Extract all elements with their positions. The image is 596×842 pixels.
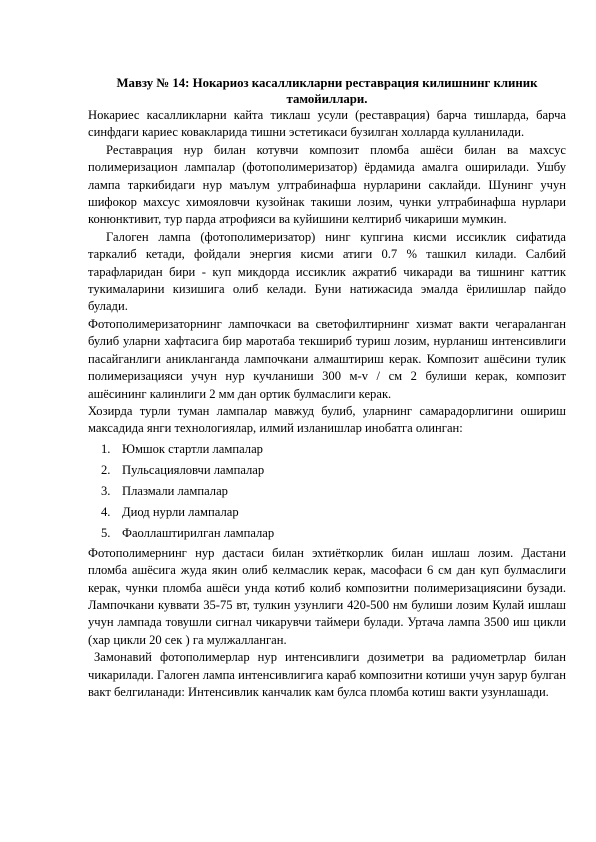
paragraph-modern-photopolymers: Замонавий фотополимерлар нур интенсивлиги дозиметри ва радиометрлар билан чикарилади. Галоген лампа интенсивлигига караб композитни котиши учун заруp булган вакт белгиланади: Интенсивлик канчалик кам булса пломба котиш вакти узунлашади. [88, 650, 566, 699]
list-item-number: 5. [101, 525, 111, 540]
list-item-number: 3. [101, 483, 111, 498]
list-item-text: Юмшок стартли лампалар [122, 441, 263, 456]
list-item-text: Плазмали лампалар [122, 483, 228, 498]
list-item-number: 2. [101, 462, 111, 477]
document-body [88, 107, 566, 701]
paragraph-intro: Нокариес касалликларни кайта тиклаш усули (реставрация) барча тишларда, барча синфдаги кариес ковакларида тишни эстетикаси бузилган холларда кулланилади. [88, 108, 566, 140]
lamp-types-list [88, 439, 566, 544]
list-item [88, 481, 566, 502]
list-item [88, 460, 566, 481]
paragraph-lamp-maintenance: Фотополимеризаторнинг лампочкаси ва светофилтирнинг хизмат вакти чегараланган булиб уларни хафтасига бир маротаба текшириб туриш лозим, нурланиш интенсивлиги пасайганлиги аникланганда лампочкани алмаштириш керак. Композит ашёсини тулик полимеризацияси учун нур кучланиши 300 м-v / см 2 булиши керак, композит ашёсининг калинлиги 2 мм дан ортик булмаслиги керак. [88, 316, 566, 401]
paragraph-restoration: Реставрация нур билан котувчи композит пломба ашёси билан ва махсус полимеризацион лампалар (фотополимеризатор) ёрдамида амалга оширилади. Ушбу лампа таркибидаги нур маълум ултрабинафша нурларини саклайди. Шунинг учун шифокор махсус химояловчи кузойнак такиши лозим, чунки ултрабинафша нурлари конюнктивит, тур парда атрофияси ва куйишини келтириб чикариши мумкин. [88, 142, 566, 227]
paragraph-halogen-lamp: Галоген лампа (фотополимеризатор) нинг купгина кисми иссиклик сифатида таркалиб кетади, фойдали энергия кисми атиги 0.7 % ташкил килади. Салбий тарафларидан бири - куп микдорда иссиклик ажратиб чикаради ва тишнинг каттик тукималарини кизишига олиб келади. Буни натижасида эмалда ёрилишлар пайдо булади. [88, 229, 566, 314]
list-item-text: Фаоллаштирилган лампалар [122, 525, 275, 540]
list-item-text: Диод нурли лампалар [122, 504, 239, 519]
list-item-number: 4. [101, 504, 111, 519]
list-item [88, 502, 566, 523]
list-item [88, 523, 566, 544]
paragraph-lamp-types-intro: Хозирда турли туман лампалар мавжуд булиб, уларнинг самарадорлигини ошириш максадида янги технологиялар, илмий изланишлар инобатга олинган: [88, 403, 566, 436]
list-item-text: Пульсацияловчи лампалар [122, 462, 265, 477]
list-item [88, 439, 566, 460]
list-item-number: 1. [101, 441, 111, 456]
document-title: Мавзу № 14: Нокариоз касалликларни реставрация килишнинг клиник тамойиллари. [116, 76, 538, 106]
paragraph-beam-handling: Фотополимернинг нур дастаси билан эхтиёткорлик билан ишлаш лозим. Дастани пломба ашёсига жуда якин олиб келмаслик керак, масофаси 6 см дан куп булмаслиги керак, чунки пломба ашёси унда котиб колиб композитни полимеризациясини бузади. Лампочкани куввати 35-75 вт, тулкин узунлиги 420-500 нм булиши лозим Кулай ишлаш учун лампада товушли сигнал чикарувчи таймери булади. Уртача лампа 3500 иш цикли (хар цикли 20 сек ) га мулжалланган. [88, 545, 566, 647]
